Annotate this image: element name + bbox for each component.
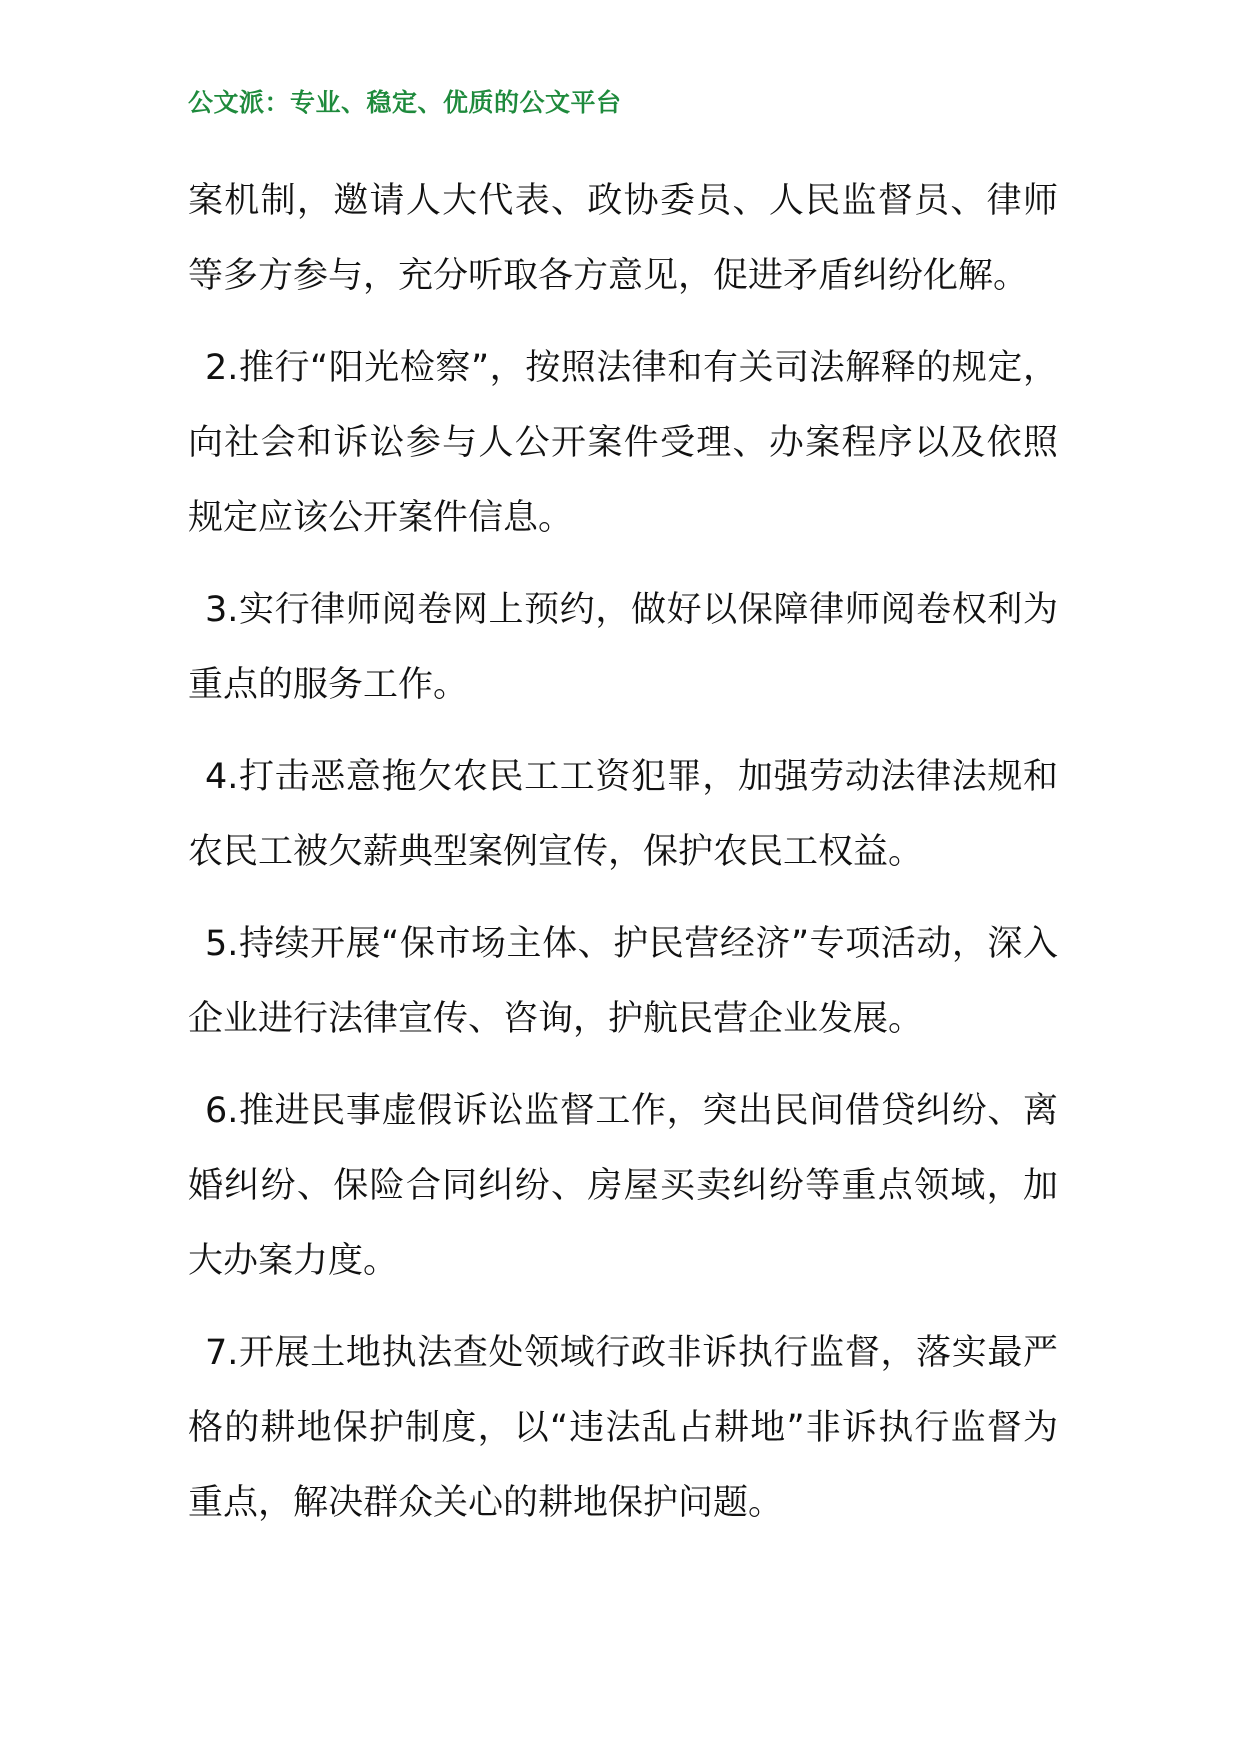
- list-item-2: 2.推行“阳光检察”，按照法律和有关司法解释的规定，向社会和诉讼参与人公开案件受理、办案程序以及依照规定应该公开案件信息。: [188, 348, 1058, 538]
- page-header: 公文派：专业、稳定、优质的公文平台: [188, 88, 622, 117]
- list-item-5: 5.持续开展“保市场主体、护民营经济”专项活动，深入企业进行法律宣传、咨询，护航民营企业发展。: [188, 924, 1058, 1039]
- list-item-3: 3.实行律师阅卷网上预约，做好以保障律师阅卷权利为重点的服务工作。: [188, 590, 1058, 705]
- list-item-7: 7.开展土地执法查处领域行政非诉执行监督，落实最严格的耕地保护制度，以“违法乱占耕地”非诉执行监督为重点，解决群众关心的耕地保护问题。: [188, 1333, 1058, 1523]
- document-body: [188, 164, 1058, 1558]
- paragraph-continuation: 案机制，邀请人大代表、政协委员、人民监督员、律师等多方参与，充分听取各方意见，促进矛盾纠纷化解。: [188, 181, 1058, 296]
- list-item-6: 6.推进民事虚假诉讼监督工作，突出民间借贷纠纷、离婚纠纷、保险合同纠纷、房屋买卖纠纷等重点领域，加大办案力度。: [188, 1091, 1058, 1281]
- list-item-4: 4.打击恶意拖欠农民工工资犯罪，加强劳动法律法规和农民工被欠薪典型案例宣传，保护农民工权益。: [188, 757, 1058, 872]
